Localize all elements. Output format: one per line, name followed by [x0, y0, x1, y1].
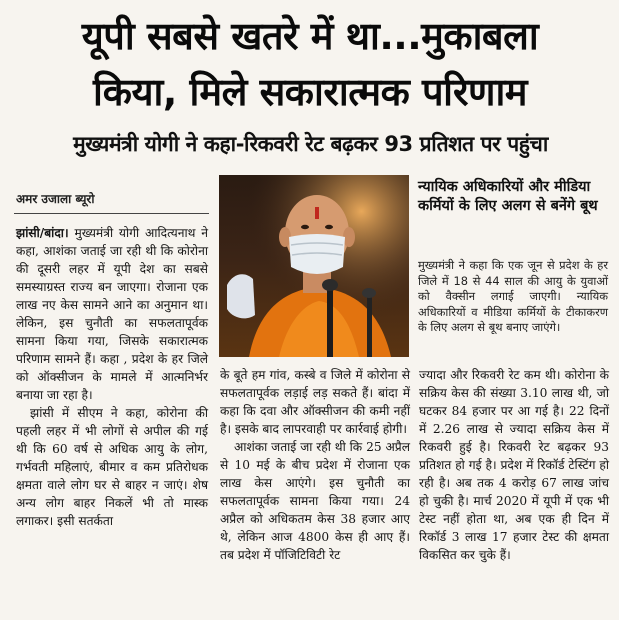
subheadline: मुख्यमंत्री योगी ने कहा-रिकवरी रेट बढ़कर 93 प्रतिशत पर पहुंचा [73, 132, 548, 156]
article-column-2 [220, 366, 410, 564]
article-paragraph [220, 438, 410, 564]
paragraph-text: झांसी में सीएम ने कहा, कोरोना की पहली लहर में भी लोगों से अपील की गई थी कि 60 वर्ष से अधिक आयु के लोग, गर्भवती महिलाएं, बीमार व कम प्रतिरोधक क्षमता वाले लोग घर से बाहर न जाएं। शेष अन्य लोग बाहर निकलें भी तो मास्क लगाकर। इसी सतर्कता [16, 406, 208, 528]
cm-photo-illustration [219, 175, 409, 357]
article-paragraph: ज्यादा और रिकवरी रेट कम थी। कोरोना के सक्रिय केस की संख्या 3.10 लाख थी, जो घटकर 84 हजार पर आ गई है। 22 दिनों में 2.26 लाख से ज्यादा सक्रिय केस में रिकवरी हुई है। रिकवरी रेट बढ़कर 93 प्रतिशत हो गई है। प्रदेश में रिकॉर्ड टेस्टिंग हो रही है। अब तक 4 करोड़ 67 लाख जांच हो चुकी है। मार्च 2020 में यूपी में एक भी टेस्ट नहीं होता था, अब एक ही दिन में रिकॉर्ड 3 लाख 17 हजार टेस्ट की क्षमता विकसित कर चुके हैं। [419, 368, 609, 562]
headline-line-1: यूपी सबसे खतरे में था...मुकाबला [81, 14, 539, 58]
paragraph-text: आशंका जताई जा रही थी कि 25 अप्रैल से 10 मई के बीच प्रदेश में रोजाना एक लाख केस आएंगे। इस चुनौती का सफलतापूर्वक सामना किया गया। 24 अप्रैल को अधिकतम केस 38 हजार आए थे, लेकिन आज 4800 केस ही आए हैं। तब प्रदेश में पॉजिटिविटी रेट [220, 440, 410, 562]
byline: अमर उजाला ब्यूरो [16, 192, 95, 206]
headline-line-2: किया, मिले सकारात्मक परिणाम [92, 70, 528, 114]
article-column-1 [16, 224, 208, 530]
cm-photo [219, 175, 409, 357]
article-paragraph [16, 224, 208, 404]
dateline: झांसी/बांदा। [16, 226, 69, 240]
byline-divider [14, 213, 209, 214]
article-paragraph [16, 404, 208, 530]
side-story-body: मुख्यमंत्री ने कहा कि एक जून से प्रदेश के हर जिले में 18 से 44 साल की आयु के युवाओं को वैक्सीन लगाई जाएगी। न्यायिक अधिकारियों व मीडिया कर्मियों के टीकाकरण के लिए अलग से बूथ बनाए जाएंगे। [418, 258, 608, 334]
article-column-3 [419, 366, 609, 564]
side-story-heading: न्यायिक अधिकारियों और मीडिया कर्मियों के लिए अलग से बनेंगे बूथ [418, 179, 598, 214]
paragraph-text: मुख्यमंत्री योगी आदित्यनाथ ने कहा, आशंका जताई जा रही थी कि कोरोना की दूसरी लहर में यूपी देश का सबसे समस्याग्रस्त राज्य बन जाएगा। रोजाना एक लाख नए केस सामने आने का अनुमान था। लेकिन, इस चुनौती का सफलतापूर्वक सामना किया गया, जिसके सकारात्मक परिणाम सामने हैं। कहा , प्रदेश के हर जिले को ऑक्सीजन के मामले में आत्मनिर्भर बनाया जा रहा है। [16, 226, 209, 402]
article-paragraph: के बूते हम गांव, कस्बे व जिले में कोरोना से सफलतापूर्वक लड़ाई लड़ सकते हैं। बांदा में कहा कि दवा और ऑक्सीजन की कमी नहीं है। इसके बाद लापरवाही पर कार्रवाई होगी। [220, 368, 410, 436]
